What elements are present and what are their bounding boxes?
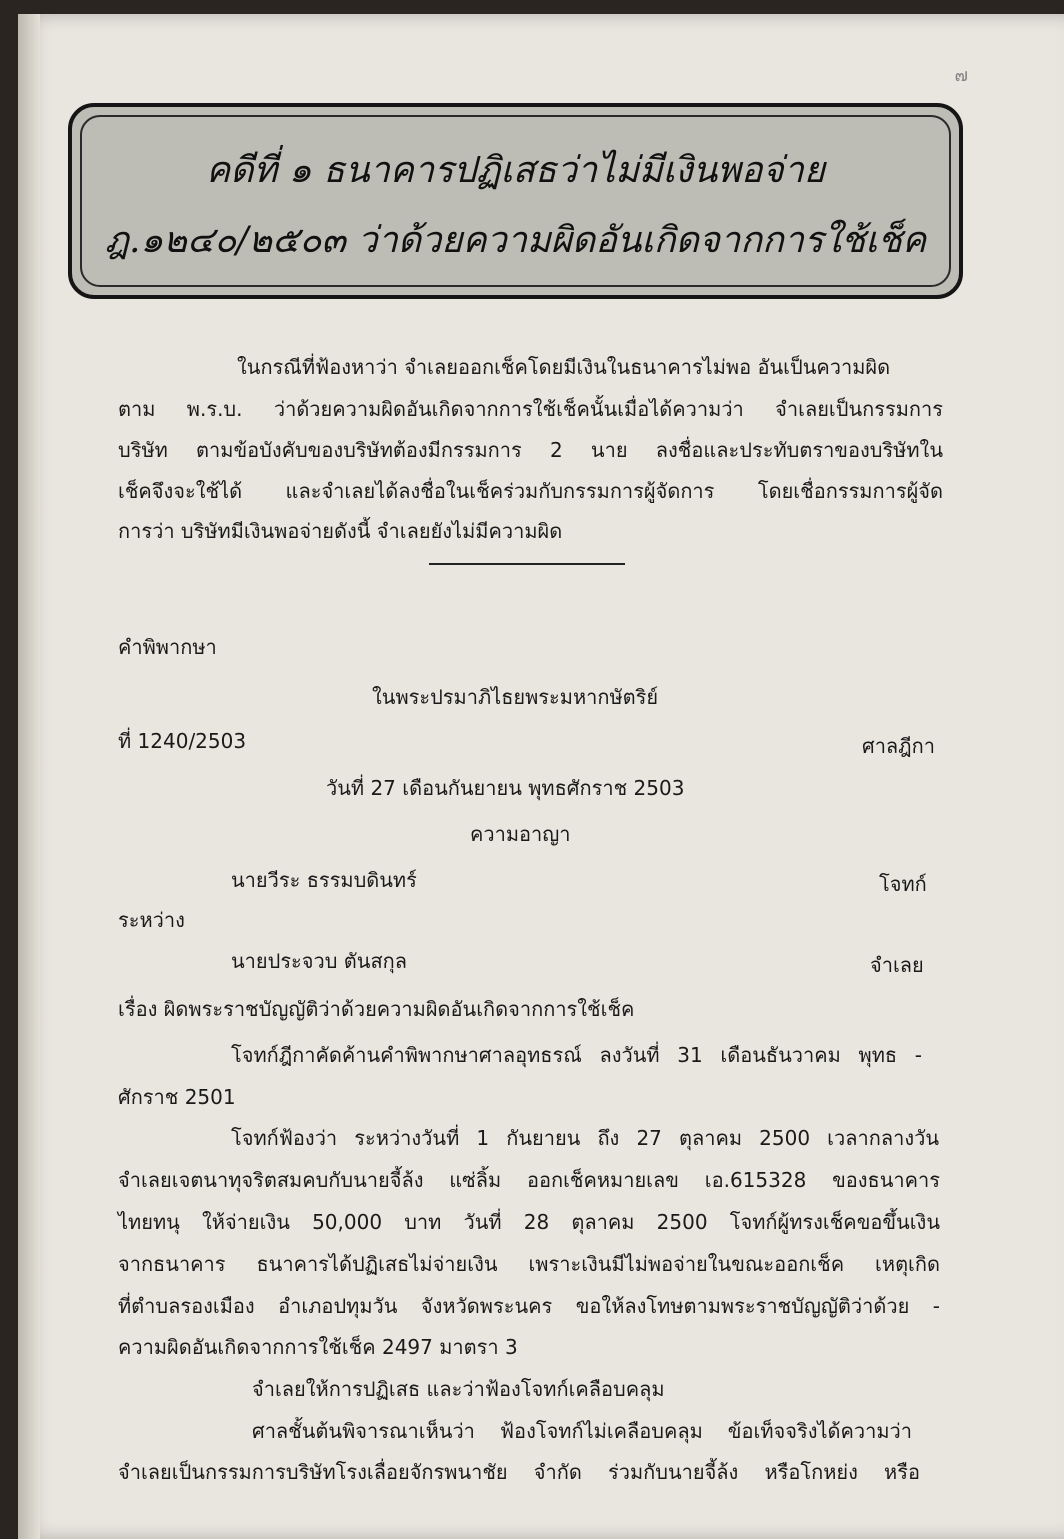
summary-line-4: เช็คจึงจะใช้ได้ และจำเลยได้ลงชื่อในเช็คร่วมกับกรรมการผู้จัดการ โดยเชื่อกรรมการผู้จัด xyxy=(118,479,943,503)
section-divider xyxy=(429,563,625,565)
plaintiff-name: นายวีระ ธรรมบดินทร์ xyxy=(231,868,417,892)
body-line-2: ศักราช 2501 xyxy=(118,1085,236,1109)
summary-line-5: การว่า บริษัทมีเงินพอจ่ายดังนี้ จำเลยยังไม่มีความผิด xyxy=(118,519,563,543)
body-line-6: จากธนาคาร ธนาคารได้ปฏิเสธไม่จ่ายเงิน เพราะเงินมีไม่พอจ่ายในขณะออกเช็ค เหตุเกิด xyxy=(118,1252,940,1276)
royal-invocation: ในพระปรมาภิไธยพระมหากษัตริย์ xyxy=(372,685,659,709)
summary-line-3: บริษัท ตามข้อบังคับของบริษัทต้องมีกรรมการ 2 นาย ลงชื่อและประทับตราของบริษัทใน xyxy=(118,438,943,462)
summary-line-2: ตาม พ.ร.บ. ว่าด้วยความผิดอันเกิดจากการใช้เช็คนั้นเมื่อได้ความว่า จำเลยเป็นกรรมการ xyxy=(118,397,943,421)
case-number: ที่ 1240/2503 xyxy=(118,729,247,753)
body-line-3: โจทก์ฟ้องว่า ระหว่างวันที่ 1 กันยายน ถึง 27 ตุลาคม 2500 เวลากลางวัน xyxy=(231,1126,939,1150)
judgment-heading: คำพิพากษา xyxy=(118,635,217,659)
page-number: ๗ xyxy=(954,65,968,86)
body-line-11: จำเลยเป็นกรรมการบริษัทโรงเลื่อยจักรพนาชัย จำกัด ร่วมกับนายจี้ล้ง หรือโกหย่ง หรือ xyxy=(118,1460,920,1484)
judgment-date: วันที่ 27 เดือนกันยายน พุทธศักราช 2503 xyxy=(326,776,685,800)
case-type: ความอาญา xyxy=(470,822,571,846)
defendant-name: นายประจวบ ตันสกุล xyxy=(231,949,408,973)
between-label: ระหว่าง xyxy=(118,908,185,932)
title-line-1: คดีที่ ๑ ธนาคารปฏิเสธว่าไม่มีเงินพอจ่าย xyxy=(206,150,825,191)
defendant-role: จำเลย xyxy=(870,953,924,977)
page-binding-edge xyxy=(18,14,40,1539)
body-line-8: ความผิดอันเกิดจากการใช้เช็ค 2497 มาตรา 3 xyxy=(118,1335,518,1359)
title-line-2: ฎ.๑๒๔๐/๒๕๐๓ ว่าด้วยความผิดอันเกิดจากการใช้เช็ค xyxy=(104,220,927,261)
case-subject: เรื่อง ผิดพระราชบัญญัติว่าด้วยความผิดอันเกิดจากการใช้เช็ค xyxy=(118,997,635,1021)
summary-line-1: ในกรณีที่ฟ้องหาว่า จำเลยออกเช็คโดยมีเงินในธนาคารไม่พอ อันเป็นความผิด xyxy=(237,355,891,379)
body-line-4: จำเลยเจตนาทุจริตสมคบกับนายจี้ล้ง แซ่ลิ้ม ออกเช็คหมายเลข เอ.615328 ของธนาคาร xyxy=(118,1168,940,1192)
body-line-5: ไทยทนุ ให้จ่ายเงิน 50,000 บาท วันที่ 28 ตุลาคม 2500 โจทก์ผู้ทรงเช็คขอขึ้นเงิน xyxy=(118,1210,940,1234)
court-name: ศาลฎีกา xyxy=(862,734,935,758)
title-box xyxy=(68,103,963,299)
body-line-9: จำเลยให้การปฏิเสธ และว่าฟ้องโจทก์เคลือบคลุม xyxy=(252,1377,665,1401)
body-line-1: โจทก์ฎีกาคัดค้านคำพิพากษาศาลอุทธรณ์ ลงวันที่ 31 เดือนธันวาคม พุทธ - xyxy=(231,1043,922,1067)
plaintiff-role: โจทก์ xyxy=(879,872,927,896)
body-line-7: ที่ตำบลรองเมือง อำเภอปทุมวัน จังหวัดพระนคร ขอให้ลงโทษตามพระราชบัญญัติว่าด้วย - xyxy=(118,1294,940,1318)
body-line-10: ศาลชั้นต้นพิจารณาเห็นว่า ฟ้องโจทก์ไม่เคลือบคลุม ข้อเท็จจริงได้ความว่า xyxy=(252,1419,912,1443)
